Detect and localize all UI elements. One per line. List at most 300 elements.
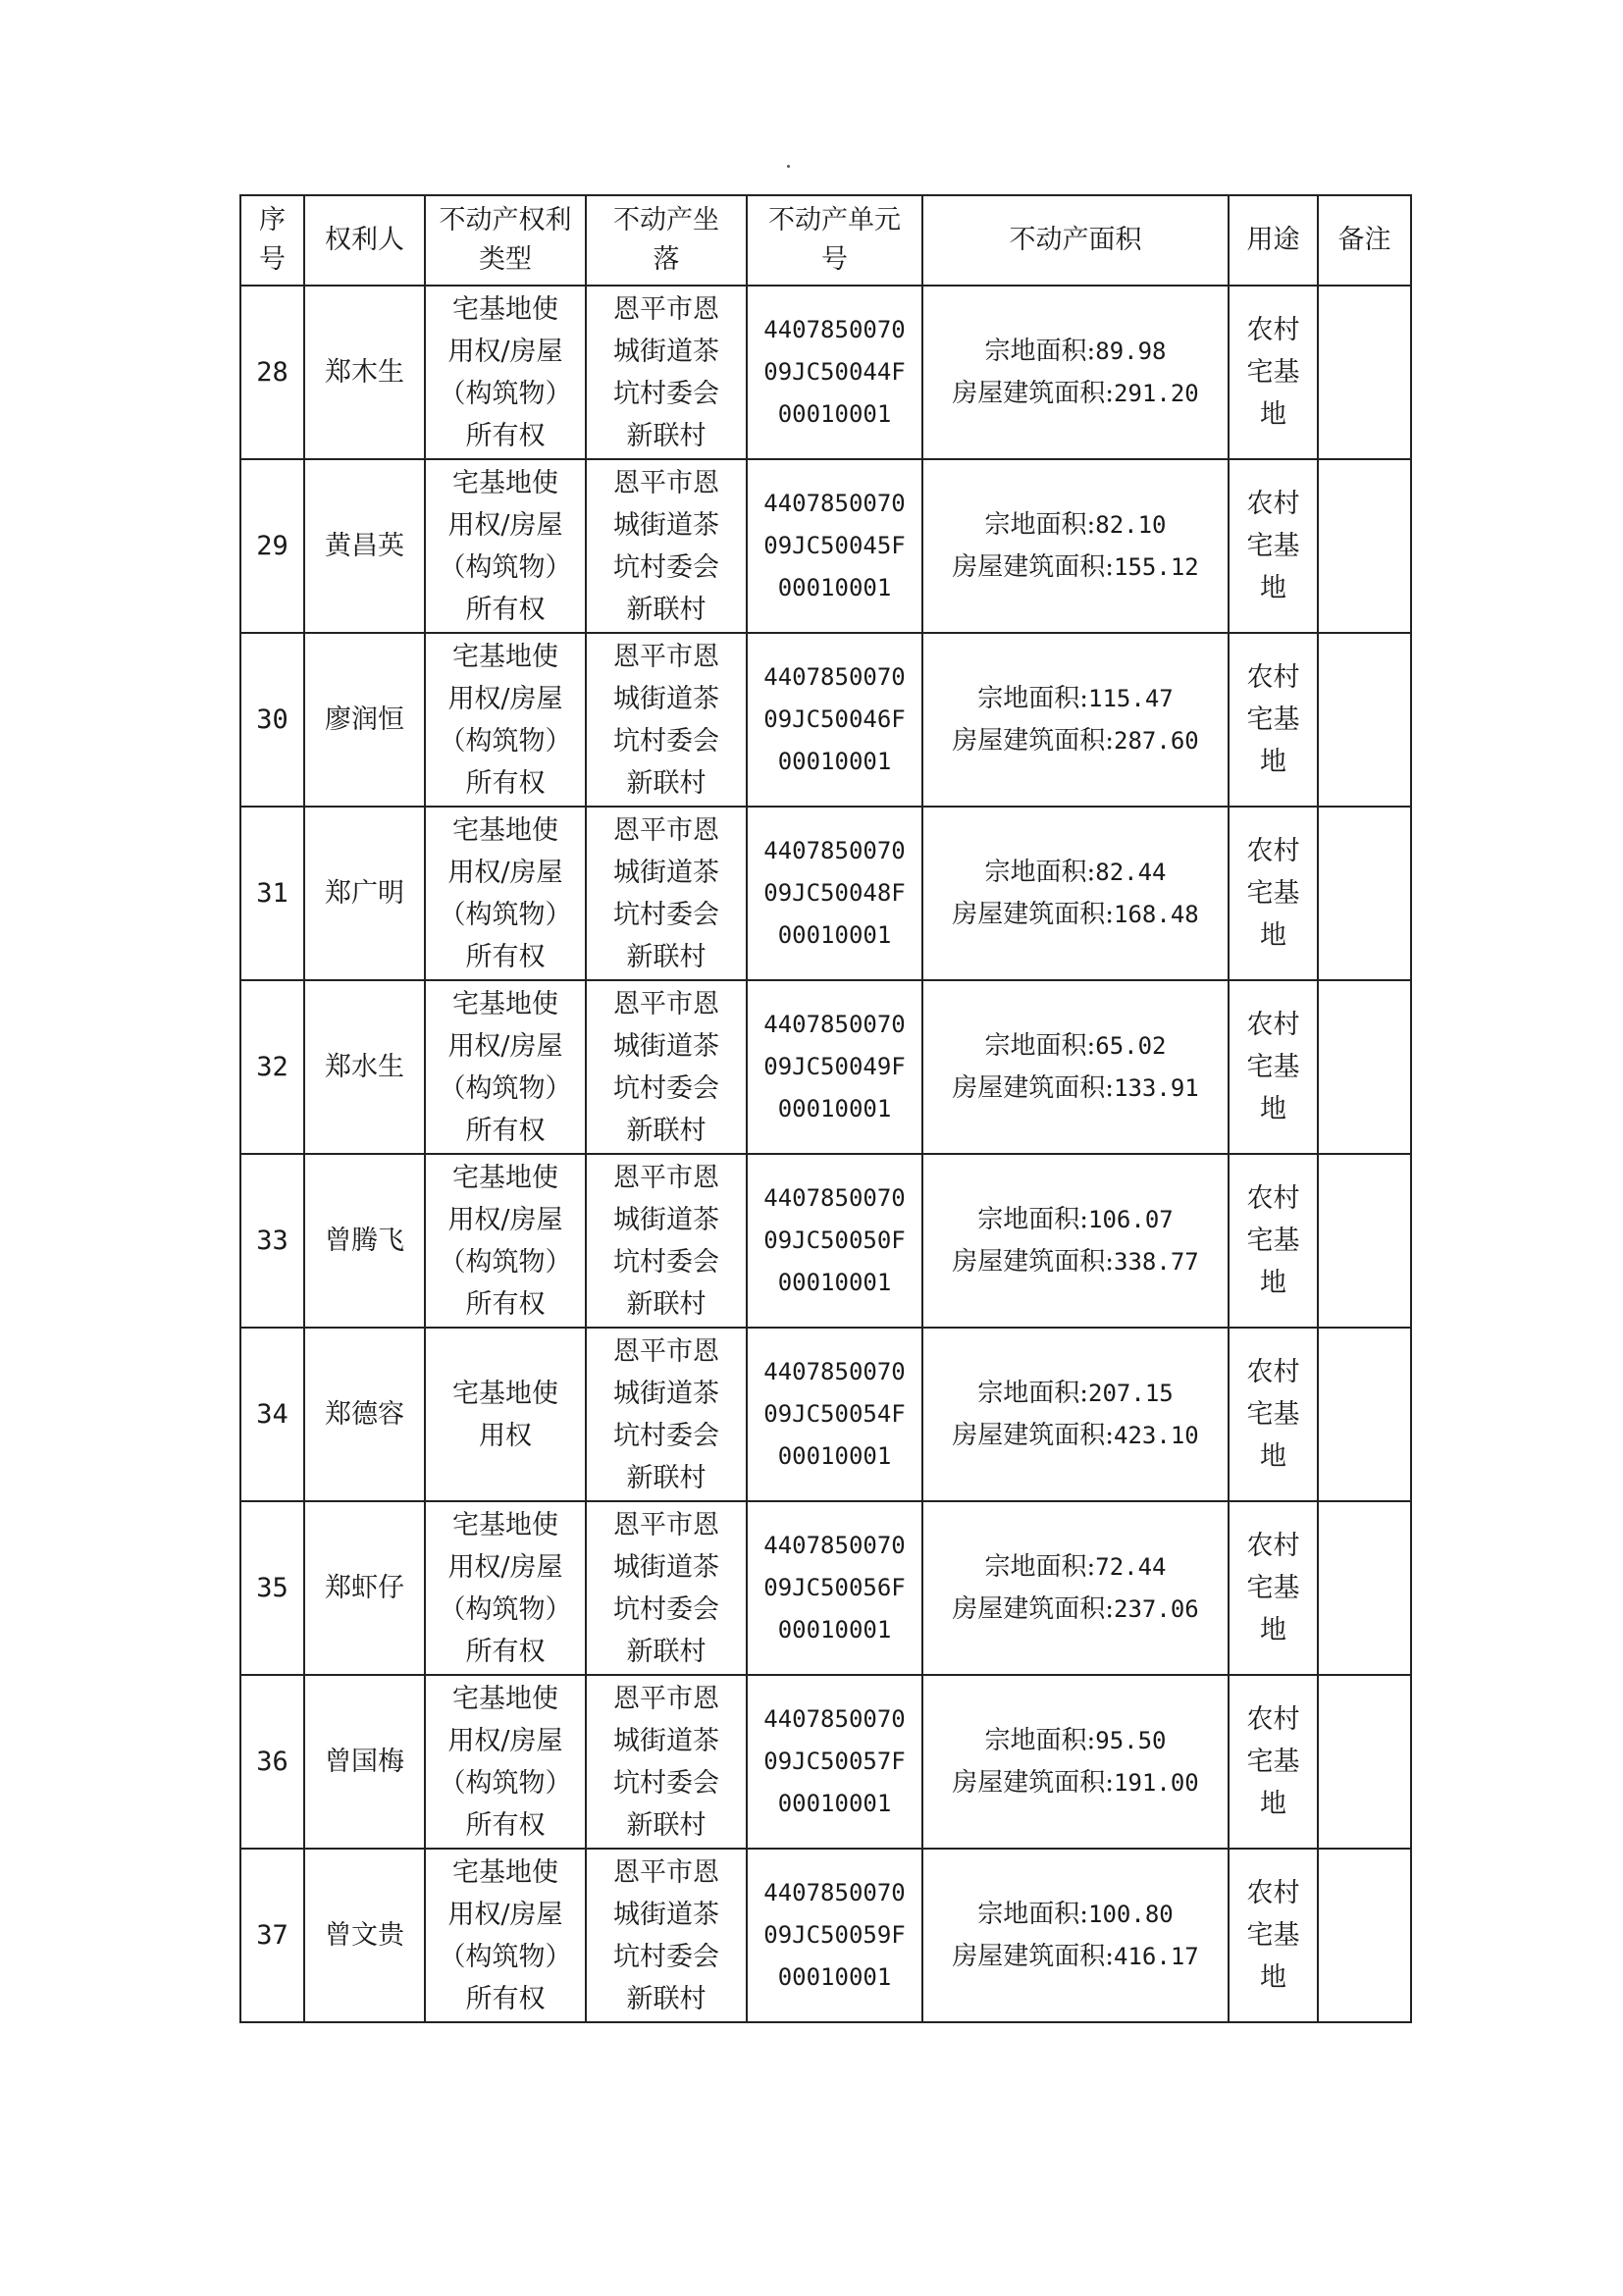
cell-line: 农村 [1246,1531,1300,1561]
cell-line: 地 [1260,1441,1286,1472]
cell-seq: 36 [240,1675,304,1849]
cell-line: 4407850070 [763,837,906,864]
cell-line: 宅基 [1246,704,1300,735]
cell-right-type [425,459,586,633]
cell-line: 农村 [1246,836,1300,866]
cell-line: 宅基地使 [452,641,558,672]
cell-right-type [425,1501,586,1675]
cell-line: 用权/房屋 [447,509,563,541]
cell-remark [1318,286,1411,459]
land-area-label: 宗地面积: [977,1378,1089,1408]
cell-use [1229,459,1318,633]
cell-remark [1318,807,1411,980]
cell-line: 宅基 [1246,1226,1300,1256]
cell-unit-no [747,1675,922,1849]
cell-line: 用权/房屋 [447,336,563,367]
cell-line: 09JC50044F [763,358,906,386]
cell-location [586,1154,747,1328]
cell-use [1229,1328,1318,1501]
cell-line: 地 [1260,747,1286,777]
land-area-label: 宗地面积: [977,683,1089,713]
cell-use [1229,1501,1318,1675]
cell-use [1229,633,1318,807]
cell-line: 新联村 [626,941,707,972]
building-area-value: 287.60 [1114,726,1199,755]
building-area-label: 房屋建筑面积: [952,1072,1115,1103]
cell-line: 恩平市恩 [613,988,719,1019]
building-area-value: 416.17 [1114,1942,1199,1970]
cell-line: 坑村委会 [613,1420,719,1451]
cell-line: 城街道茶 [613,1551,719,1583]
cell-location [586,807,747,980]
cell-line: 宅基地使 [452,988,558,1019]
building-area-line [927,547,1224,589]
table-body [240,286,1411,2022]
cell-right-type [425,1328,586,1501]
cell-remark [1318,1849,1411,2022]
cell-line: 4407850070 [763,663,906,691]
cell-location [586,1501,747,1675]
cell-line: 09JC50057F [763,1748,906,1775]
cell-line: 农村 [1246,1357,1300,1387]
cell-line: 新联村 [626,1288,707,1320]
cell-line: 地 [1260,1789,1286,1819]
building-area-label: 房屋建筑面积: [952,899,1115,929]
cell-line: 恩平市恩 [613,1162,719,1193]
land-area-label: 宗地面积: [984,1030,1096,1061]
cell-line: 坑村委会 [613,1246,719,1278]
cell-line: 城街道茶 [613,509,719,541]
building-area-line [927,1415,1224,1457]
cell-line: 宅基地使 [452,467,558,498]
cell-line: 所有权 [465,1983,546,2014]
cell-line: 4407850070 [763,1011,906,1038]
header-remark: 备注 [1318,195,1411,286]
cell-remark [1318,459,1411,633]
cell-right-type [425,807,586,980]
table-header [240,195,1411,286]
land-area-line [927,678,1224,720]
cell-line: 00010001 [777,1269,892,1296]
cell-right-type [425,1675,586,1849]
header-use: 用途 [1229,195,1318,286]
cell-line: 农村 [1246,662,1300,693]
cell-location [586,980,747,1154]
cell-right-type [425,1154,586,1328]
cell-unit-no [747,1849,922,2022]
building-area-label: 房屋建筑面积: [952,1593,1115,1624]
cell-line: 农村 [1246,1878,1300,1908]
cell-line: 地 [1260,920,1286,951]
header-text: 不动产权利 类型 [439,205,572,275]
cell-line: （构筑物） [439,1246,572,1278]
header-location [586,195,747,286]
cell-line: 地 [1260,399,1286,430]
cell-line: 城街道茶 [613,857,719,888]
cell-unit-no [747,1501,922,1675]
cell-line: （构筑物） [439,1941,572,1972]
table-row [240,980,1411,1154]
cell-line: 新联村 [626,420,707,451]
cell-owner: 郑木生 [304,286,425,459]
land-area-label: 宗地面积: [984,509,1096,540]
cell-line: 用权/房屋 [447,683,563,714]
header-row [240,195,1411,286]
land-area-line [927,1373,1224,1415]
building-area-line [927,1241,1224,1283]
land-area-line [927,1025,1224,1068]
cell-line: 宅基地使 [452,1378,558,1409]
cell-line: 宅基 [1246,1747,1300,1777]
land-area-line [927,504,1224,547]
cell-unit-no [747,1154,922,1328]
cell-seq: 31 [240,807,304,980]
building-area-label: 房屋建筑面积: [952,1767,1115,1798]
land-area-label: 宗地面积: [977,1204,1089,1234]
building-area-value: 155.12 [1114,552,1199,581]
cell-location [586,459,747,633]
cell-area [922,286,1229,459]
cell-area [922,1154,1229,1328]
cell-line: 宅基地使 [452,1509,558,1540]
cell-line: 地 [1260,1094,1286,1124]
cell-line: 所有权 [465,1288,546,1320]
cell-line: 城街道茶 [613,1378,719,1409]
cell-line: 农村 [1246,1183,1300,1214]
cell-line: 坑村委会 [613,1072,719,1104]
cell-line: 09JC50050F [763,1226,906,1254]
cell-line: 坑村委会 [613,1593,719,1625]
cell-line: 00010001 [777,921,892,949]
cell-right-type [425,1849,586,2022]
land-area-value: 89.98 [1095,337,1167,365]
cell-line: 宅基 [1246,1399,1300,1430]
land-area-line [927,1720,1224,1762]
land-area-value: 82.44 [1095,858,1167,886]
cell-line: 00010001 [777,1442,892,1470]
cell-location [586,633,747,807]
cell-line: 所有权 [465,1636,546,1667]
land-area-line [927,1894,1224,1936]
land-area-label: 宗地面积: [984,857,1096,887]
cell-remark [1318,1501,1411,1675]
land-area-value: 100.80 [1088,1900,1174,1928]
cell-line: 09JC50048F [763,879,906,907]
cell-line: 坑村委会 [613,725,719,757]
cell-line: 新联村 [626,767,707,799]
header-text: 序 号 [259,205,286,275]
land-area-value: 207.15 [1088,1379,1174,1407]
cell-line: 所有权 [465,1115,546,1146]
table-row [240,1849,1411,2022]
cell-owner: 黄昌英 [304,459,425,633]
cell-line: 4407850070 [763,1705,906,1733]
table-row [240,633,1411,807]
cell-line: 用权 [479,1420,532,1451]
cell-line: 恩平市恩 [613,641,719,672]
cell-line: 用权/房屋 [447,857,563,888]
cell-line: 农村 [1246,315,1300,345]
cell-area [922,1501,1229,1675]
cell-area [922,633,1229,807]
cell-line: 地 [1260,1615,1286,1645]
cell-line: 用权/房屋 [447,1899,563,1930]
cell-right-type [425,980,586,1154]
cell-unit-no [747,980,922,1154]
cell-line: 宅基 [1246,1052,1300,1082]
cell-line: 坑村委会 [613,899,719,930]
cell-seq: 33 [240,1154,304,1328]
land-area-value: 82.10 [1095,510,1167,539]
land-area-label: 宗地面积: [984,1551,1096,1582]
cell-line: 00010001 [777,400,892,428]
building-area-value: 338.77 [1114,1247,1199,1276]
land-area-label: 宗地面积: [984,1725,1096,1755]
cell-line: （构筑物） [439,899,572,930]
cell-owner: 曾文贵 [304,1849,425,2022]
cell-line: 恩平市恩 [613,1509,719,1540]
cell-location [586,1675,747,1849]
cell-line: 4407850070 [763,1532,906,1559]
cell-area [922,1849,1229,2022]
cell-line: 宅基地使 [452,1162,558,1193]
cell-owner: 郑广明 [304,807,425,980]
land-area-label: 宗地面积: [977,1899,1089,1929]
cell-location [586,286,747,459]
table-row [240,1328,1411,1501]
cell-line: 宅基 [1246,1920,1300,1951]
cell-unit-no [747,633,922,807]
cell-line: 用权/房屋 [447,1204,563,1235]
cell-use [1229,807,1318,980]
cell-seq: 29 [240,459,304,633]
cell-line: 恩平市恩 [613,467,719,498]
cell-owner: 曾国梅 [304,1675,425,1849]
cell-unit-no [747,286,922,459]
cell-line: 新联村 [626,1462,707,1493]
cell-line: 09JC50049F [763,1053,906,1080]
cell-area [922,1675,1229,1849]
cell-line: 坑村委会 [613,1767,719,1799]
cell-area [922,980,1229,1154]
table-row [240,1675,1411,1849]
cell-remark [1318,1328,1411,1501]
cell-line: 00010001 [777,1963,892,1991]
cell-line: 农村 [1246,1010,1300,1040]
cell-line: 新联村 [626,594,707,625]
cell-line: 00010001 [777,574,892,601]
land-area-value: 72.44 [1095,1552,1167,1581]
cell-location [586,1849,747,2022]
cell-line: 恩平市恩 [613,814,719,846]
cell-unit-no [747,807,922,980]
building-area-line [927,720,1224,762]
cell-line: 城街道茶 [613,1030,719,1062]
cell-use [1229,980,1318,1154]
cell-line: 宅基地使 [452,814,558,846]
land-area-line [927,1546,1224,1589]
cell-owner: 郑水生 [304,980,425,1154]
header-owner: 权利人 [304,195,425,286]
cell-seq: 37 [240,1849,304,2022]
cell-line: 00010001 [777,748,892,775]
land-area-line [927,331,1224,373]
cell-remark [1318,633,1411,807]
cell-area [922,1328,1229,1501]
cell-line: 恩平市恩 [613,1335,719,1367]
scan-speck [787,165,790,168]
cell-line: 坑村委会 [613,378,719,409]
property-registry-table [239,194,1412,2023]
header-unit-no [747,195,922,286]
land-area-line [927,852,1224,894]
header-text: 不动产单元 号 [768,205,901,275]
cell-line: 00010001 [777,1790,892,1817]
cell-remark [1318,1154,1411,1328]
cell-unit-no [747,459,922,633]
table-row [240,1154,1411,1328]
table-row [240,807,1411,980]
building-area-value: 168.48 [1114,900,1199,928]
cell-area [922,459,1229,633]
header-right-type [425,195,586,286]
cell-area [922,807,1229,980]
cell-line: 恩平市恩 [613,293,719,325]
cell-seq: 32 [240,980,304,1154]
cell-line: 宅基地使 [452,293,558,325]
cell-line: 所有权 [465,594,546,625]
building-area-label: 房屋建筑面积: [952,1246,1115,1277]
header-area: 不动产面积 [922,195,1229,286]
land-area-line [927,1199,1224,1241]
header-text: 不动产坐 落 [613,205,719,275]
cell-line: 4407850070 [763,316,906,343]
building-area-line [927,1762,1224,1804]
cell-line: 城街道茶 [613,1899,719,1930]
cell-line: 宅基地使 [452,1683,558,1714]
cell-line: 4407850070 [763,490,906,517]
cell-line: 城街道茶 [613,683,719,714]
cell-owner: 曾腾飞 [304,1154,425,1328]
cell-line: 新联村 [626,1636,707,1667]
cell-use [1229,1675,1318,1849]
cell-line: （构筑物） [439,1767,572,1799]
cell-line: 宅基 [1246,357,1300,388]
cell-line: 09JC50045F [763,532,906,559]
building-area-label: 房屋建筑面积: [952,1420,1115,1450]
cell-line: 4407850070 [763,1358,906,1385]
land-area-value: 95.50 [1095,1726,1167,1754]
cell-line: （构筑物） [439,378,572,409]
cell-line: 地 [1260,573,1286,603]
building-area-value: 423.10 [1114,1421,1199,1449]
cell-line: 09JC50046F [763,705,906,733]
cell-line: 城街道茶 [613,1204,719,1235]
cell-line: 地 [1260,1268,1286,1298]
cell-remark [1318,1675,1411,1849]
cell-remark [1318,980,1411,1154]
cell-line: 城街道茶 [613,1725,719,1756]
cell-use [1229,1154,1318,1328]
cell-line: 农村 [1246,489,1300,519]
cell-owner: 廖润恒 [304,633,425,807]
cell-location [586,1328,747,1501]
cell-line: 坑村委会 [613,1941,719,1972]
cell-line: 宅基 [1246,878,1300,909]
cell-line: 恩平市恩 [613,1856,719,1888]
cell-line: 4407850070 [763,1184,906,1212]
table-row [240,286,1411,459]
cell-line: 所有权 [465,941,546,972]
building-area-value: 291.20 [1114,379,1199,407]
cell-seq: 35 [240,1501,304,1675]
cell-unit-no [747,1328,922,1501]
cell-line: 09JC50056F [763,1574,906,1601]
cell-use [1229,1849,1318,2022]
land-area-value: 106.07 [1088,1205,1174,1233]
cell-line: 恩平市恩 [613,1683,719,1714]
cell-line: 09JC50054F [763,1400,906,1428]
cell-line: （构筑物） [439,1072,572,1104]
cell-line: 农村 [1246,1704,1300,1735]
land-area-value: 65.02 [1095,1031,1167,1060]
cell-seq: 30 [240,633,304,807]
cell-right-type [425,633,586,807]
cell-line: 00010001 [777,1095,892,1122]
land-area-label: 宗地面积: [984,336,1096,366]
building-area-label: 房屋建筑面积: [952,378,1115,408]
cell-line: 宅基 [1246,531,1300,561]
cell-owner: 郑虾仔 [304,1501,425,1675]
cell-line: 坑村委会 [613,551,719,583]
cell-line: （构筑物） [439,1593,572,1625]
cell-line: 宅基地使 [452,1856,558,1888]
cell-seq: 34 [240,1328,304,1501]
cell-right-type [425,286,586,459]
building-area-value: 133.91 [1114,1073,1199,1102]
building-area-line [927,373,1224,415]
cell-line: 4407850070 [763,1879,906,1906]
cell-line: 所有权 [465,767,546,799]
table-row [240,1501,1411,1675]
building-area-line [927,1068,1224,1110]
building-area-line [927,1936,1224,1978]
cell-line: 09JC50059F [763,1921,906,1949]
table-row [240,459,1411,633]
building-area-line [927,894,1224,936]
cell-line: 宅基 [1246,1573,1300,1603]
land-area-value: 115.47 [1088,684,1174,712]
cell-use [1229,286,1318,459]
cell-line: 新联村 [626,1983,707,2014]
building-area-value: 191.00 [1114,1768,1199,1797]
building-area-label: 房屋建筑面积: [952,1941,1115,1971]
building-area-value: 237.06 [1114,1594,1199,1623]
cell-line: （构筑物） [439,551,572,583]
cell-line: 00010001 [777,1616,892,1644]
cell-owner: 郑德容 [304,1328,425,1501]
building-area-label: 房屋建筑面积: [952,551,1115,582]
building-area-line [927,1589,1224,1631]
cell-line: （构筑物） [439,725,572,757]
cell-line: 地 [1260,1962,1286,1993]
cell-line: 用权/房屋 [447,1551,563,1583]
cell-line: 所有权 [465,1809,546,1841]
building-area-label: 房屋建筑面积: [952,725,1115,756]
cell-line: 城街道茶 [613,336,719,367]
cell-line: 新联村 [626,1115,707,1146]
cell-line: 用权/房屋 [447,1030,563,1062]
